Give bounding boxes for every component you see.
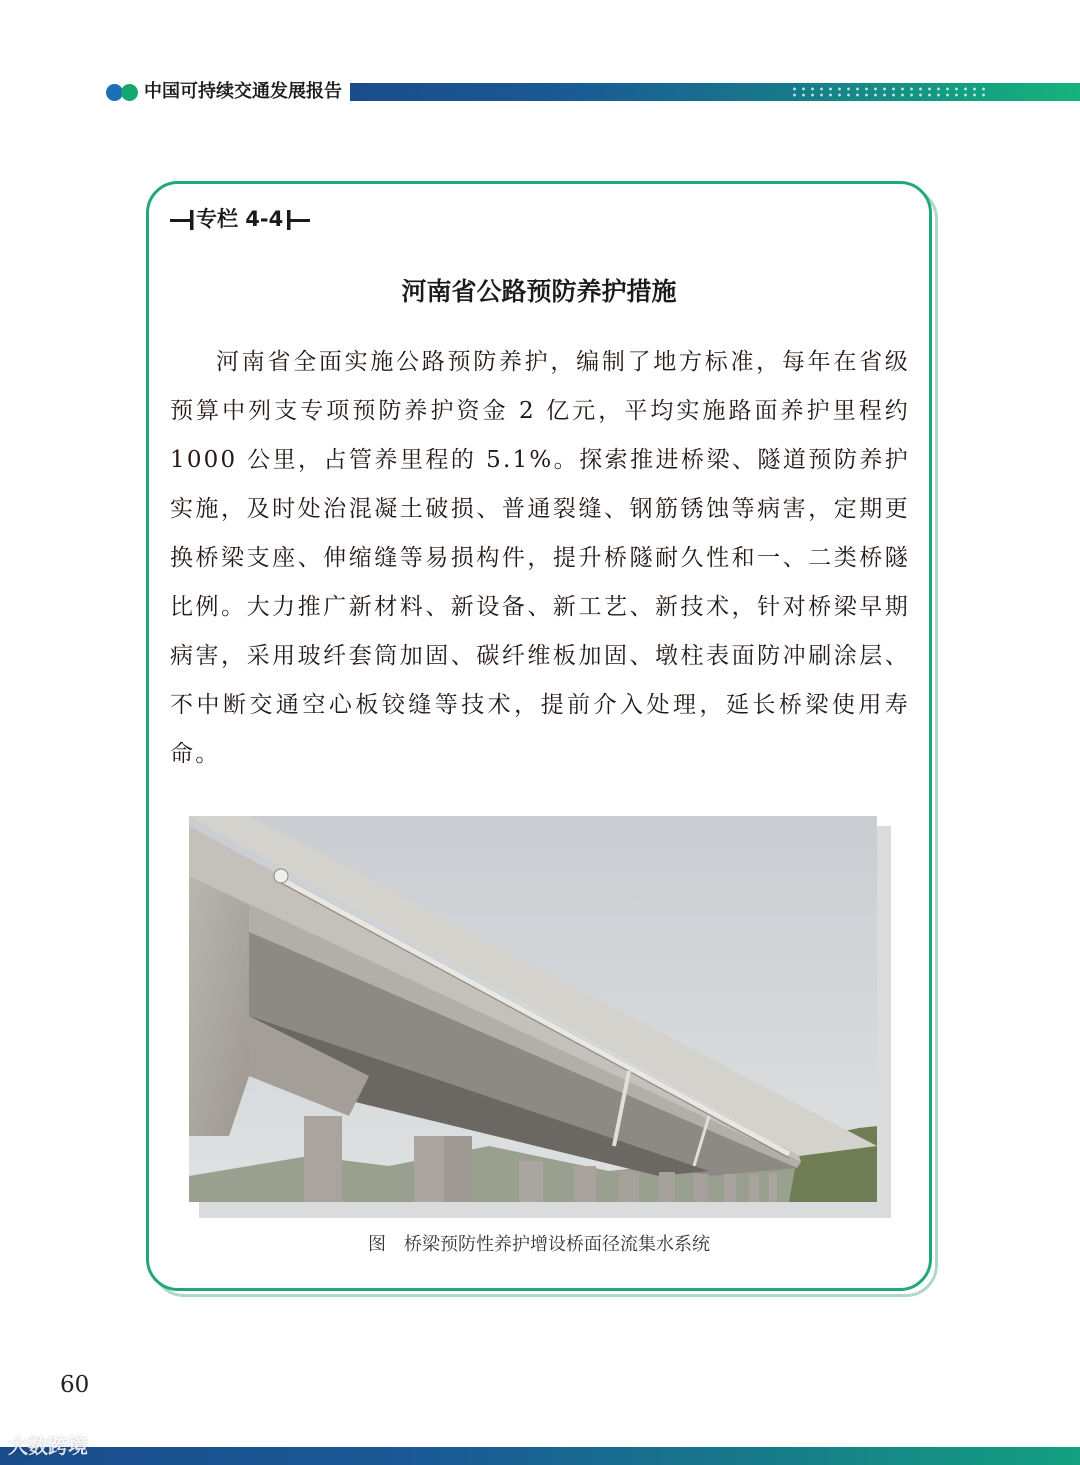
column-label (170, 204, 311, 234)
header-dot-pattern (790, 86, 990, 98)
column-label-left-bracket-icon (170, 209, 196, 231)
column-label-right-bracket-icon (283, 209, 311, 231)
watermark-text: 大数跨境 (8, 1434, 88, 1458)
page-number: 60 (60, 1372, 90, 1398)
footer-gradient-bar (0, 1447, 1080, 1465)
bridge-photo (189, 816, 877, 1202)
figure-caption-text: 桥梁预防性养护增设桥面径流集水系统 (404, 1234, 710, 1255)
column-body-text: 河南省全面实施公路预防养护，编制了地方标准，每年在省级预算中列支专项预防养护资金 2 亿元，平均实施路面养护里程约 1000 公里，占管养里程的 5.1%。探索推进桥梁、隧道预防养护实施，及时处治混凝土破损、普通裂缝、钢筋锈蚀等病害，定期更换桥梁支座、伸缩缝等易损构件，提升桥隧耐久性和一、二类桥隧比例。大力推广新材料、新设备、新工艺、新技术，针对桥梁早期病害，采用玻纤套筒加固、碳纤维板加固、墩柱表面防冲刷涂层、不中断交通空心板铰缝等技术，提前介入处理，延长桥梁使用寿命。 (170, 349, 910, 767)
page-header (0, 80, 1080, 104)
figure-caption (146, 1230, 932, 1256)
column-title: 河南省公路预防养护措施 (401, 277, 677, 306)
watermark (8, 1430, 88, 1459)
column-label-text: 专栏 4-4 (196, 207, 284, 231)
logo-dot-green (121, 84, 138, 101)
bridge-illustration (189, 816, 877, 1202)
figure-label: 图 (368, 1234, 386, 1255)
report-title: 中国可持续交通发展报告 (144, 81, 342, 102)
